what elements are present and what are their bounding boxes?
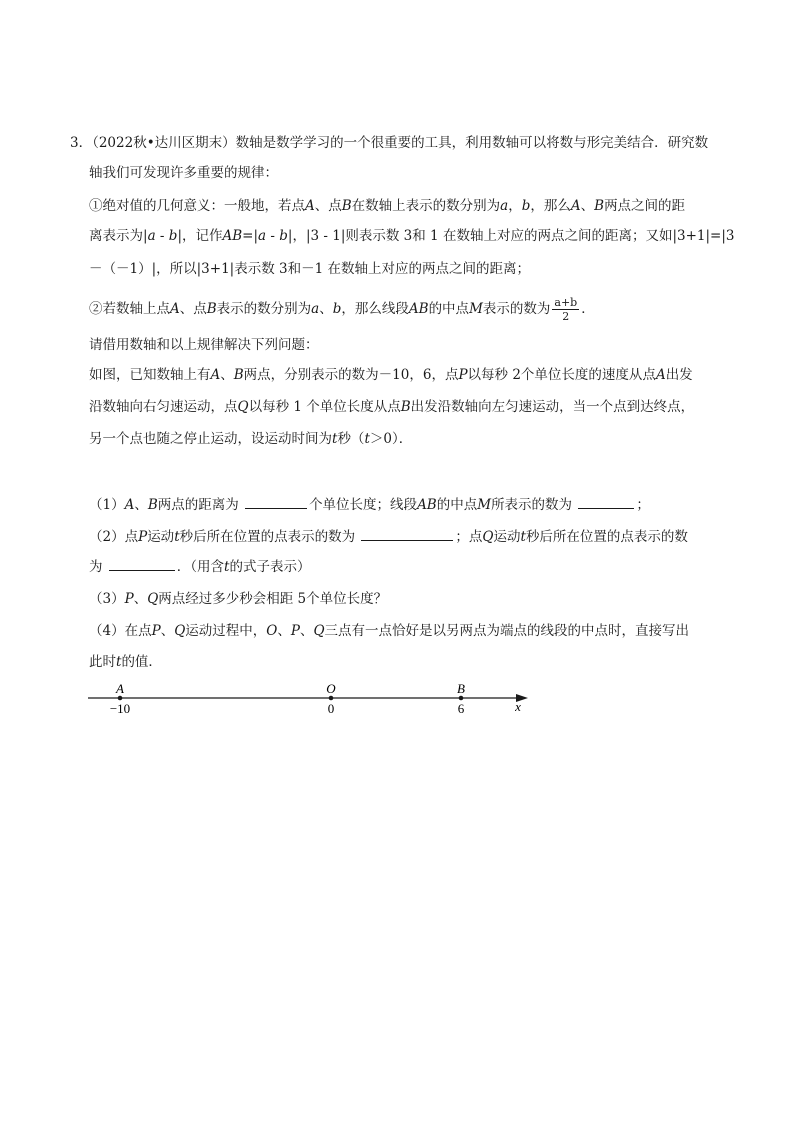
answer-blank-midpoint[interactable] (578, 494, 634, 509)
point-b-value: 6 (457, 701, 465, 716)
instruction-line: 请借用数轴和以上规律解决下列问题： (89, 337, 319, 353)
point-b-dot (459, 696, 464, 701)
point-o-value: 0 (327, 701, 335, 716)
setup-line-1: 如图，已知数轴上有A、B两点，分别表示的数为－10，6，点P以每秒 2个单位长度的速度从点A出发 (89, 367, 693, 383)
midpoint-fraction: $\frac{a+b}{2}$ (554, 296, 578, 323)
point-o-label: O (326, 681, 336, 696)
number-line-figure (86, 680, 536, 720)
question-4-line-1: （4）在点P、Q运动过程中，O、P、Q三点有一点恰好是以另两点为端点的线段的中点时，直接写出 (89, 623, 690, 639)
point-b-label: B (457, 681, 465, 696)
setup-line-3: 另一个点也随之停止运动，设运动时间为t秒（t＞0）． (89, 431, 413, 447)
question-2-line-1: （2）点P运动t秒后所在位置的点表示的数为 ；点Q运动t秒后所在位置的点表示的数 (89, 526, 688, 547)
answer-blank-p-position[interactable] (361, 526, 453, 541)
axis-x-label: x (515, 699, 521, 714)
point-a-label: A (116, 681, 124, 696)
question-1: （1）A、B两点的距离为 个单位长度；线段AB的中点M所表示的数为 ； (89, 494, 650, 515)
point-a-dot (118, 696, 123, 701)
question-2-line-2: 为 ．（用含t的式子表示） (89, 556, 310, 577)
rule-1-line-3: －（－1）|，所以|3+1|表示数 3和－1 在数轴上对应的两点之间的距离； (89, 261, 530, 277)
answer-blank-distance[interactable] (245, 494, 307, 509)
rule-1-line-1: ①绝对值的几何意义：一般地，若点A、点B在数轴上表示的数分别为a，b，那么A、B两点之间的距 (89, 198, 686, 214)
rule-2-line: ②若数轴上点A、点B表示的数分别为a、b，那么线段AB的中点M表示的数为 $\frac{a+b}{2}$ ． (89, 296, 595, 323)
problem-intro-line-2: 轴我们可发现许多重要的规律： (89, 165, 278, 181)
answer-blank-q-position[interactable] (109, 556, 175, 571)
question-4-line-2: 此时t的值． (89, 654, 162, 670)
setup-line-2: 沿数轴向右匀速运动，点Q以每秒 1 个单位长度从点B出发沿数轴向左匀速运动，当一个点到达终点， (89, 399, 695, 415)
point-a-value: −10 (109, 701, 131, 716)
rule-1-line-2: 离表示为|a - b|，记作AB=|a - b|，|3 - 1|则表示数 3和 1 在数轴上对应的两点之间的距离；又如|3+1|=|3 (89, 228, 735, 244)
question-3: （3）P、Q两点经过多少秒会相距 5个单位长度？ (89, 591, 388, 607)
problem-intro-line-1: 3．（2022秋•达川区期末）数轴是数学学习的一个很重要的工具，利用数轴可以将数与形完美结合．研究数 (70, 135, 709, 151)
point-o-dot (329, 696, 334, 701)
